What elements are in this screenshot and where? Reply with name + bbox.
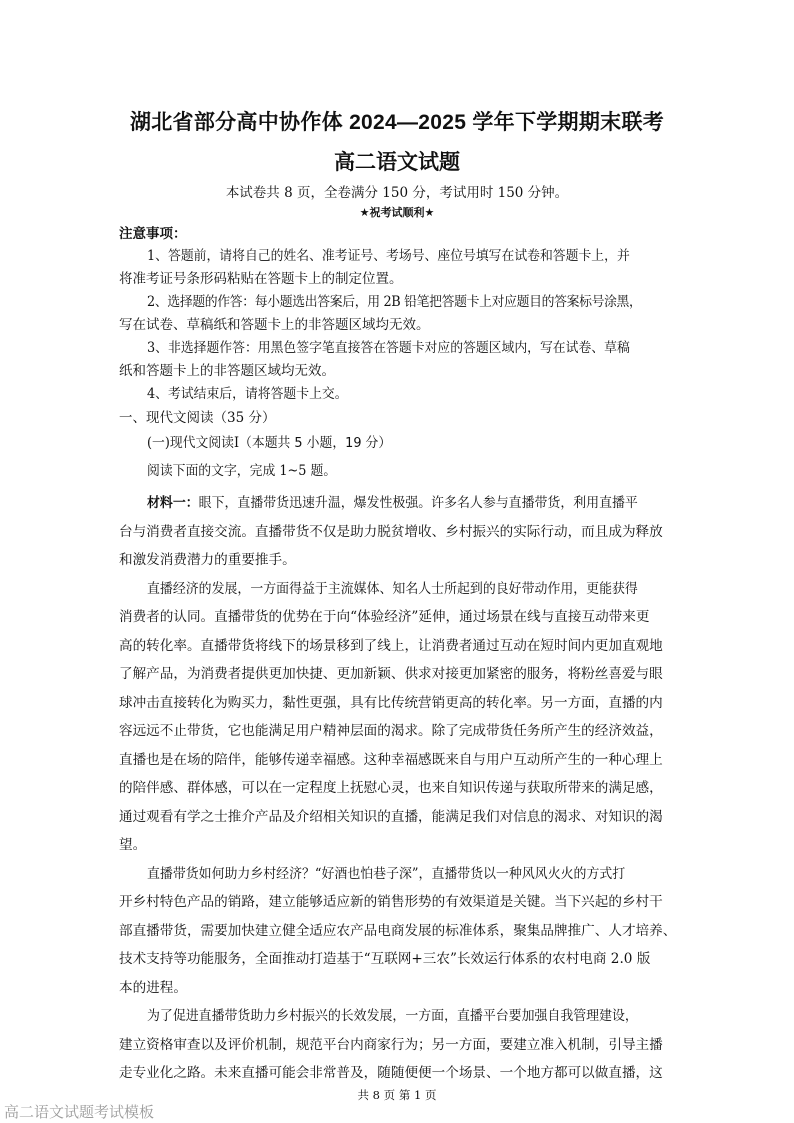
material-line: 部直播带货，需要加快建立健全适应农产品电商发展的标准体系，聚集品牌推广、人才培养、 <box>119 923 677 939</box>
subsection-prefix: (一)现代文阅读Ⅰ <box>147 435 240 451</box>
material-line: 直播经济的发展，一方面得益于主流媒体、知名人士所起到的良好带动作用，更能获得 <box>147 581 638 597</box>
notice-heading: 注意事项： <box>119 226 187 242</box>
notice-line: 写在试卷、草稿纸和答题卡上的非答题区域均无效。 <box>119 317 430 333</box>
subsection-suffix: （本题共 5 小题，19 分） <box>239 435 392 451</box>
material-line: 台与消费者直接交流。直播带货不仅是助力脱贫增收、乡村振兴的实际行动，而且成为释放 <box>119 524 663 540</box>
material-line: 直播也是在场的陪伴，能够传递幸福感。这种幸福感既来自与用户互动所产生的一种心理上 <box>119 752 663 768</box>
notice-line: 1、答题前，请将自己的姓名、准考证号、考场号、座位号填写在试卷和答题卡上，并 <box>147 248 630 264</box>
material-line: 本的进程。 <box>119 980 187 996</box>
notice-line: 纸和答题卡上的非答题区域均无效。 <box>119 363 335 379</box>
notice-line: 3、非选择题作答：用黑色签字笔直接答在答题卡对应的答题区域内，写在试卷、草稿 <box>147 340 630 356</box>
material-line: 技术支持等功能服务，全面推动打造基于“互联网+三农”长效运行体系的农村电商 2.0 版 <box>119 951 651 967</box>
material-line: 为了促进直播带货助力乡村振兴的长效发展，一方面，直播平台要加强自我管理建设， <box>147 1008 638 1024</box>
material-line: 建立资格审查以及评价机制，规范平台内商家行为；另一方面，要建立准入机制，引导主播 <box>119 1037 663 1053</box>
material-line <box>147 491 681 511</box>
material-line: 直播带货如何助力乡村经济？“好酒也怕巷子深”，直播带货以一种风风火火的方式打 <box>147 866 626 882</box>
material-line: 走专业化之路。未来直播可能会非常普及，随随便便一个场景、一个地方都可以做直播，这 <box>119 1065 663 1081</box>
exam-title: 湖北省部分高中协作体 2024—2025 学年下学期期末联考 <box>129 111 665 134</box>
good-luck-wish: ★祝考试顺利★ <box>359 206 435 219</box>
exam-subject-title: 高二语文试题 <box>334 151 460 174</box>
material-label: 材料一： <box>147 495 199 511</box>
material-line: 球冲击直接转化为购买力，黏性更强，具有比传统营销更高的转化率。另一方面，直播的内 <box>119 695 663 711</box>
notice-line: 4、考试结束后，请将答题卡上交。 <box>147 386 348 402</box>
material-line: 通过观看有学之士推介产品及介绍相关知识的直播，能满足我们对信息的渴求、对知识的渴 <box>119 809 663 825</box>
subsection-heading <box>147 433 681 453</box>
material-line: 容远远不止带货，它也能满足用户精神层面的渴求。除了完成带货任务所产生的经济效益， <box>119 723 663 739</box>
material-line: 消费者的认同。直播带货的优势在于向“体验经济”延伸，通过场景在线与直接互动带来更 <box>119 609 650 625</box>
exam-info: 本试卷共 8 页，全卷满分 150 分，考试用时 150 分钟。 <box>225 185 569 201</box>
instruction: 阅读下面的文字，完成 1~5 题。 <box>147 463 337 479</box>
material-line: 高的转化率。直播带货将线下的场景移到了线上，让消费者通过互动在短时间内更加直观地 <box>119 638 663 654</box>
material-line: 望。 <box>119 837 147 853</box>
notice-line: 2、选择题的作答：每小题选出答案后，用 2B 铅笔把答题卡上对应题目的答案标号涂黑， <box>147 294 642 310</box>
section-heading: 一、现代文阅读（35 分） <box>119 410 276 426</box>
material-line: 开乡村特色产品的销路，建立能够适应新的销售形势的有效渠道是关键。当下兴起的乡村干 <box>119 894 663 910</box>
notice-line: 将准考证号条形码粘贴在答题卡上的制定位置。 <box>119 271 403 287</box>
material-line: 了解产品，为消费者提供更加快捷、更加新颖、供求对接更加紧密的服务，将粉丝喜爱与眼 <box>119 666 663 682</box>
material-line: 和激发消费潜力的重要推手。 <box>119 552 296 568</box>
watermark-text: 高二语文试题考试模板 <box>4 1103 155 1121</box>
material-text: 眼下，直播带货迅速升温，爆发性极强。许多名人参与直播带货，利用直播平 <box>198 495 638 511</box>
material-line: 的陪伴感、群体感，可以在一定程度上抚慰心灵，也来自知识传递与获取所带来的满足感， <box>119 780 663 796</box>
page-footer: 共 8 页 第 1 页 <box>357 1088 437 1102</box>
